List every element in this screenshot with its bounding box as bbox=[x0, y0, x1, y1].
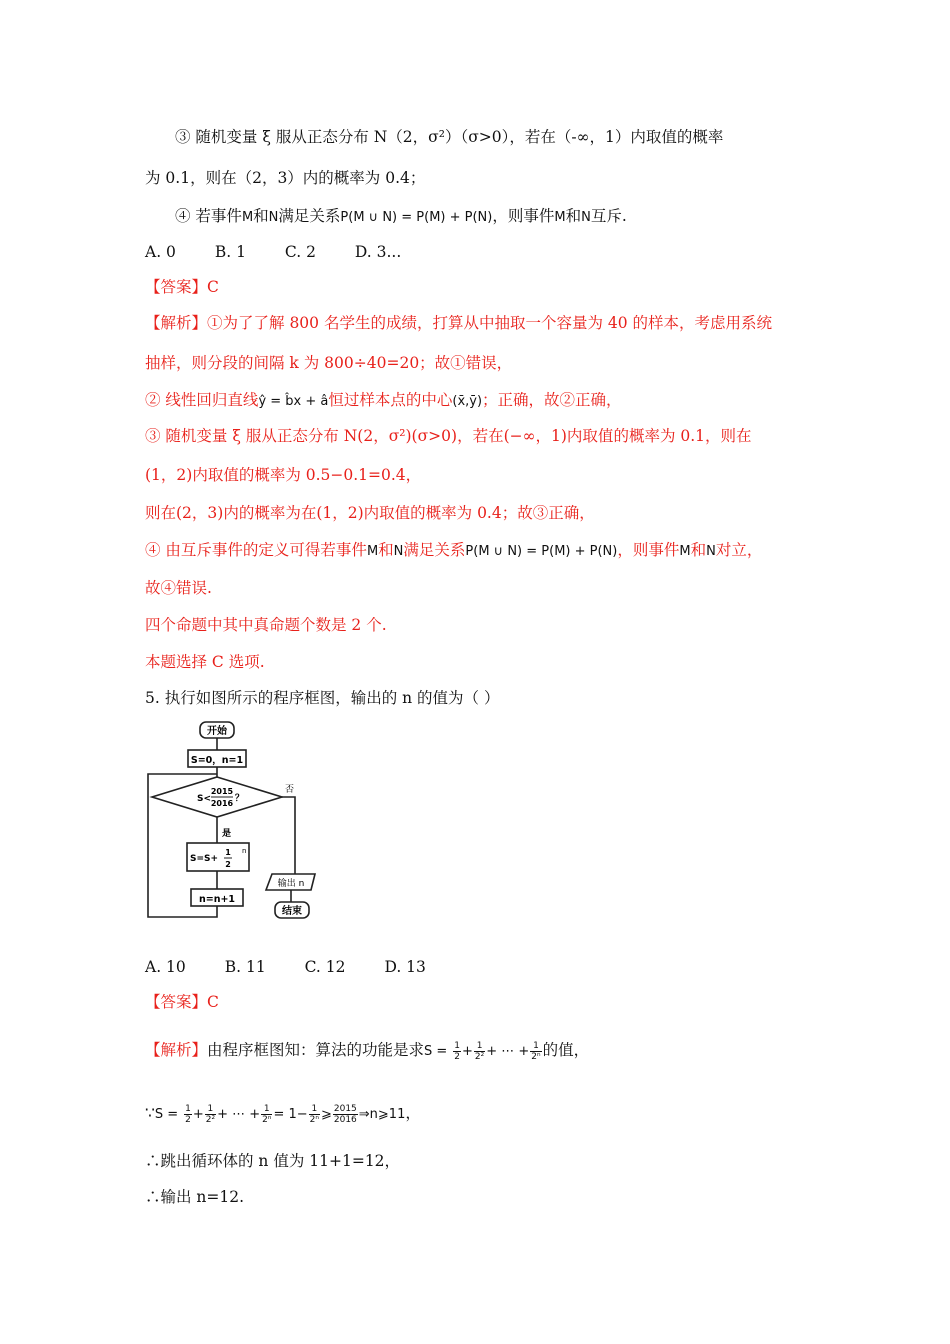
equals-one-minus: = 1− bbox=[273, 1107, 308, 1122]
analysis-l7-end: 对立， bbox=[715, 541, 763, 559]
flow-init-label: S=0，n=1 bbox=[190, 755, 244, 766]
q4-analysis-l8: 故④错误. bbox=[145, 579, 212, 597]
q4-item3-line2: 为 0.1，则在（2，3）内的概率为 0.4； bbox=[145, 169, 426, 187]
event-m-3: M bbox=[366, 544, 379, 559]
sample-center: (x̄,ȳ) bbox=[452, 394, 483, 409]
q5-analysis-text: 由程序框图知：算法的功能是求 bbox=[207, 1041, 425, 1059]
q5-l2-comma: ， bbox=[405, 1104, 421, 1122]
q4-item4-relation: 满足关系 bbox=[278, 207, 341, 225]
analysis-l3-mid: 恒过样本点的中心 bbox=[328, 391, 453, 409]
implies-n-geq-11: ⇒n⩾11 bbox=[358, 1107, 406, 1122]
frac-1-2sq-b: $\frac{1}{\text{2²}}$ bbox=[205, 1103, 216, 1125]
q4-option-b: B. 1 bbox=[214, 243, 246, 261]
ellipsis-plus-2: + ⋯ + bbox=[217, 1107, 261, 1122]
analysis-l7-and: 和 bbox=[378, 541, 394, 559]
event-m-2: M bbox=[554, 210, 566, 225]
flow-no-label: 否 bbox=[285, 785, 295, 795]
q5-analysis-l1 bbox=[145, 1036, 589, 1064]
q4-analysis-l5: (1，2)内取值的概率为 0.5−0.1=0.4， bbox=[145, 466, 422, 484]
q4-item4-end: 互斥. bbox=[590, 207, 627, 225]
sum-s-2: S = bbox=[154, 1107, 179, 1122]
sum-s: S = bbox=[424, 1044, 448, 1059]
regression-formula: ŷ = b̂x + â bbox=[258, 394, 329, 409]
frac-1-2-b: $\frac{1}{2}$ bbox=[185, 1103, 191, 1125]
q5-analysis-tag: 【解析】 bbox=[145, 1041, 208, 1059]
q5-option-c: C. 12 bbox=[304, 958, 346, 976]
q5-options bbox=[145, 957, 460, 977]
q5-option-a: A. 10 bbox=[145, 958, 186, 976]
q5-option-d: D. 13 bbox=[384, 958, 426, 976]
analysis-tag: 【解析】 bbox=[145, 314, 208, 332]
program-flowchart bbox=[145, 718, 330, 923]
event-m-4: M bbox=[679, 544, 691, 559]
flow-output-label: 输出 n bbox=[277, 879, 305, 889]
analysis-l7-then: ，则事件 bbox=[617, 541, 680, 559]
plus-sign: + bbox=[461, 1044, 473, 1059]
q4-analysis-l9: 四个命题中其中真命题个数是 2 个. bbox=[145, 616, 387, 634]
q4-answer: 【答案】C bbox=[145, 278, 219, 296]
flow-end-label: 结束 bbox=[282, 906, 302, 917]
q4-analysis-l1 bbox=[145, 313, 772, 333]
flow-cond-num: 2015 bbox=[210, 787, 234, 796]
q4-item4-formula: P(M ∪ N) = P(M) + P(N) bbox=[340, 210, 493, 225]
analysis-l3-post: ；正确，故②正确， bbox=[482, 391, 622, 409]
flow-cond-q: ？ bbox=[235, 794, 245, 804]
q4-analysis-l7 bbox=[145, 540, 762, 562]
because-symbol: ∵ bbox=[145, 1104, 155, 1122]
flow-cond-den: 2016 bbox=[210, 799, 234, 808]
q4-item4-and-2: 和 bbox=[565, 207, 582, 225]
q4-item4 bbox=[175, 206, 627, 228]
frac-1-2n-c: $\frac{1}{\text{2ⁿ}}$ bbox=[309, 1103, 319, 1125]
flow-yes-label: 是 bbox=[222, 829, 232, 839]
q5-analysis-l3: ∴跳出循环体的 n 值为 11+1=12， bbox=[145, 1152, 401, 1170]
event-n: N bbox=[268, 210, 279, 225]
flow-increment-label: n=n+1 bbox=[198, 894, 236, 905]
q5-answer: 【答案】C bbox=[145, 993, 219, 1011]
frac-1-2sq: $\frac{1}{\text{2²}}$ bbox=[474, 1040, 485, 1062]
q4-item3-line1: ③ 随机变量 ξ 服从正态分布 N（2，σ²）（σ>0），若在（-∞，1）内取值的概率 bbox=[175, 128, 724, 146]
event-m: M bbox=[241, 210, 254, 225]
event-n-3: N bbox=[393, 544, 404, 559]
frac-1-2n: $\frac{1}{\text{2ⁿ}}$ bbox=[531, 1040, 541, 1062]
q4-option-c: C. 2 bbox=[284, 243, 316, 261]
q5-stem: 5. 执行如图所示的程序框图，输出的 n 的值为（ ） bbox=[145, 689, 500, 707]
q4-option-a: A. 0 bbox=[145, 243, 176, 261]
analysis-l7-formula: P(M ∪ N) = P(M) + P(N) bbox=[465, 544, 618, 559]
flow-start-label: 开始 bbox=[207, 726, 227, 737]
frac-1-2: $\frac{1}{2}$ bbox=[454, 1040, 460, 1062]
analysis-l7-and-2: 和 bbox=[690, 541, 707, 559]
q5-analysis-l4: ∴输出 n=12. bbox=[145, 1188, 245, 1206]
flow-update-exp: n bbox=[242, 847, 247, 855]
ellipsis-plus: + ⋯ + bbox=[486, 1044, 530, 1059]
q4-options bbox=[145, 242, 435, 262]
q4-analysis-l4: ③ 随机变量 ξ 服从正态分布 N(2，σ²)(σ>0)，若在(−∞，1)内取值的概率为 0.1，则在 bbox=[145, 427, 752, 445]
flow-update-den: 2 bbox=[225, 860, 231, 869]
q4-analysis-l6: 则在(2，3)内的概率为在(1，2)内取值的概率为 0.4；故③正确， bbox=[145, 504, 595, 522]
q4-analysis-l2: 抽样，则分段的间隔 k 为 800÷40=20；故①错误， bbox=[145, 354, 513, 372]
event-n-2: N bbox=[581, 210, 591, 225]
geq-symbol: ⩾ bbox=[320, 1107, 332, 1122]
analysis-l3-text: ② 线性回归直线 bbox=[145, 391, 259, 409]
q4-analysis-l3 bbox=[145, 390, 622, 412]
q4-item4-then: ，则事件 bbox=[492, 207, 555, 225]
flow-update-pre: S=S+ bbox=[190, 854, 219, 864]
q4-item4-text: ④ 若事件 bbox=[175, 207, 242, 225]
analysis-text: ①为了了解 800 名学生的成绩，打算从中抽取一个容量为 40 的样本，考虑用系统 bbox=[207, 314, 773, 332]
analysis-l7-text: ④ 由互斥事件的定义可得若事件 bbox=[145, 541, 367, 559]
q5-option-b: B. 11 bbox=[224, 958, 266, 976]
frac-1-2n-b: $\frac{1}{\text{2ⁿ}}$ bbox=[262, 1103, 272, 1125]
q5-analysis-l2 bbox=[145, 1099, 421, 1127]
analysis-l7-relation: 满足关系 bbox=[403, 541, 466, 559]
event-n-4: N bbox=[706, 544, 716, 559]
plus-sign-2: + bbox=[192, 1107, 204, 1122]
flow-cond-s: S< bbox=[197, 794, 212, 804]
q4-option-d: D. 3... bbox=[354, 243, 402, 261]
q5-analysis-post: 的值， bbox=[542, 1041, 590, 1059]
flow-update-num: 1 bbox=[225, 848, 231, 857]
q4-item4-and: 和 bbox=[253, 207, 269, 225]
q4-analysis-l10: 本题选择 C 选项. bbox=[145, 653, 265, 671]
frac-2015-2016: $\frac{2015}{2016}$ bbox=[333, 1103, 357, 1125]
